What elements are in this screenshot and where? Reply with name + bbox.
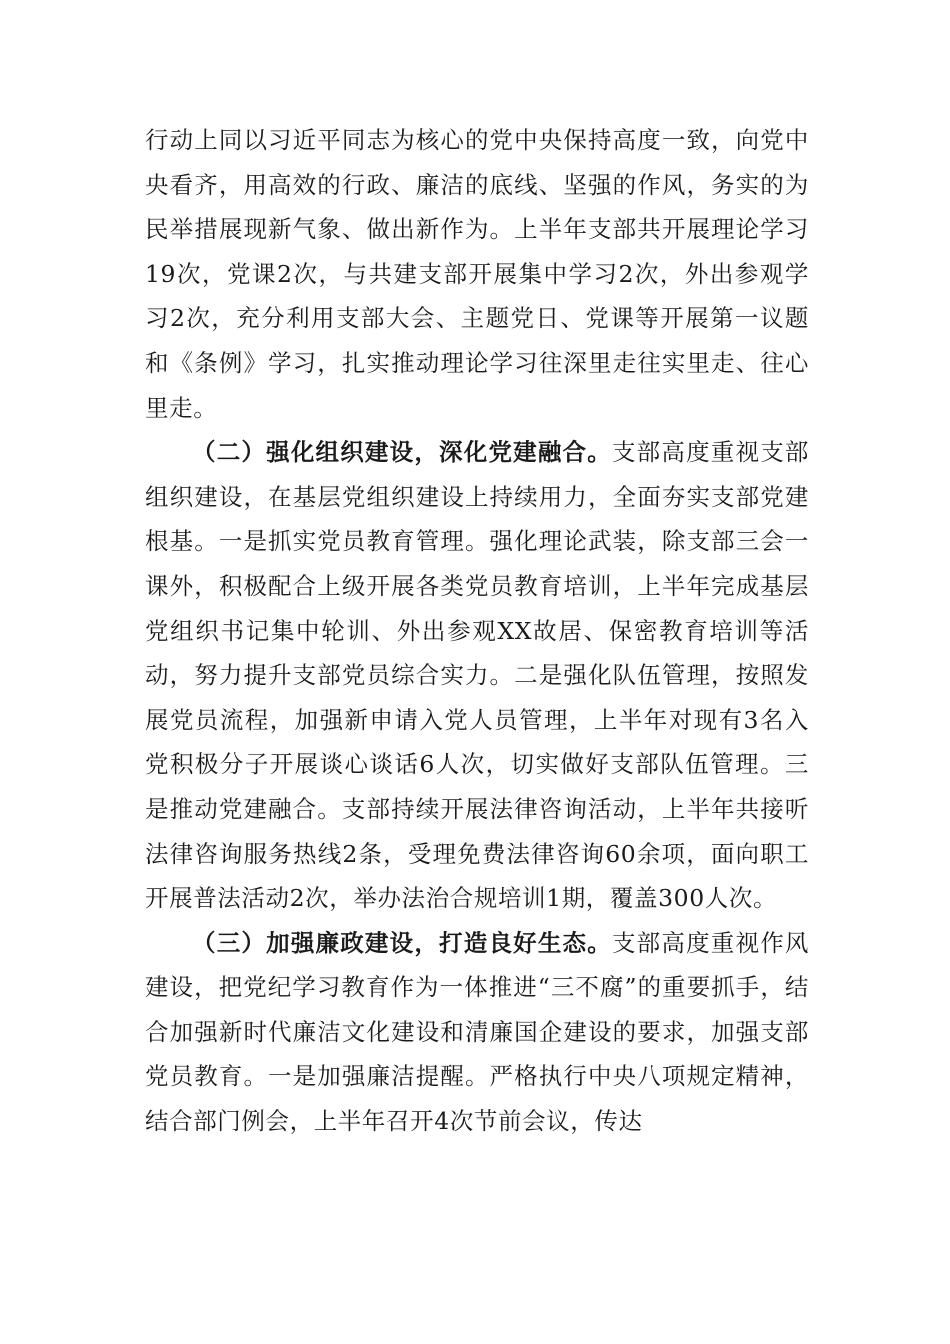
section-heading: （二）强化组织建设，深化党建融合。 [192, 438, 612, 467]
paragraph-continuation [145, 118, 809, 430]
paragraph-text: 支部高度重视支部组织建设，在基层党组织建设上持续用力，全面夯实支部党建根基。一是抓实党员教育管理。强化理论武装，除支部三会一课外，积极配合上级开展各类党员教育培训，上半年完成基层党组织书记集中轮训、外出参观XX故居、保密教育培训等活动，努力提升支部党员综合实力。二是强化队伍管理，按照发展党员流程，加强新申请入党人员管理，上半年对现有3名入党积极分子开展谈心谈话6人次，切实做好支部队伍管理。三是推动党建融合。支部持续开展法律咨询活动，上半年共接听法律咨询服务热线2条，受理免费法律咨询60余项，面向职工开展普法活动2次，举办法治合规培训1期，覆盖300人次。 [145, 438, 809, 913]
section-heading: （三）加强廉政建设，打造良好生态。 [192, 928, 612, 957]
paragraph-organization-building [145, 430, 809, 921]
paragraph-text: 行动上同以习近平同志为核心的党中央保持高度一致，向党中央看齐，用高效的行政、廉洁的底线、坚强的作风，务实的为民举措展现新气象、做出新作为。上半年支部共开展理论学习19次，党课2次，与共建支部开展集中学习2次，外出参观学习2次，充分利用支部大会、主题党日、党课等开展第一议题和《条例》学习，扎实推动理论学习往深里走往实里走、往心里走。 [145, 126, 809, 422]
paragraph-text: 支部高度重视作风建设，把党纪学习教育作为一体推进“三不腐”的重要抓手，结合加强新时代廉洁文化建设和清廉国企建设的要求，加强支部党员教育。一是加强廉洁提醒。严格执行中央八项规定精神，结合部门例会，上半年召开4次节前会议，传达 [145, 928, 809, 1136]
document-page [145, 118, 809, 1144]
paragraph-integrity-building [145, 921, 809, 1144]
